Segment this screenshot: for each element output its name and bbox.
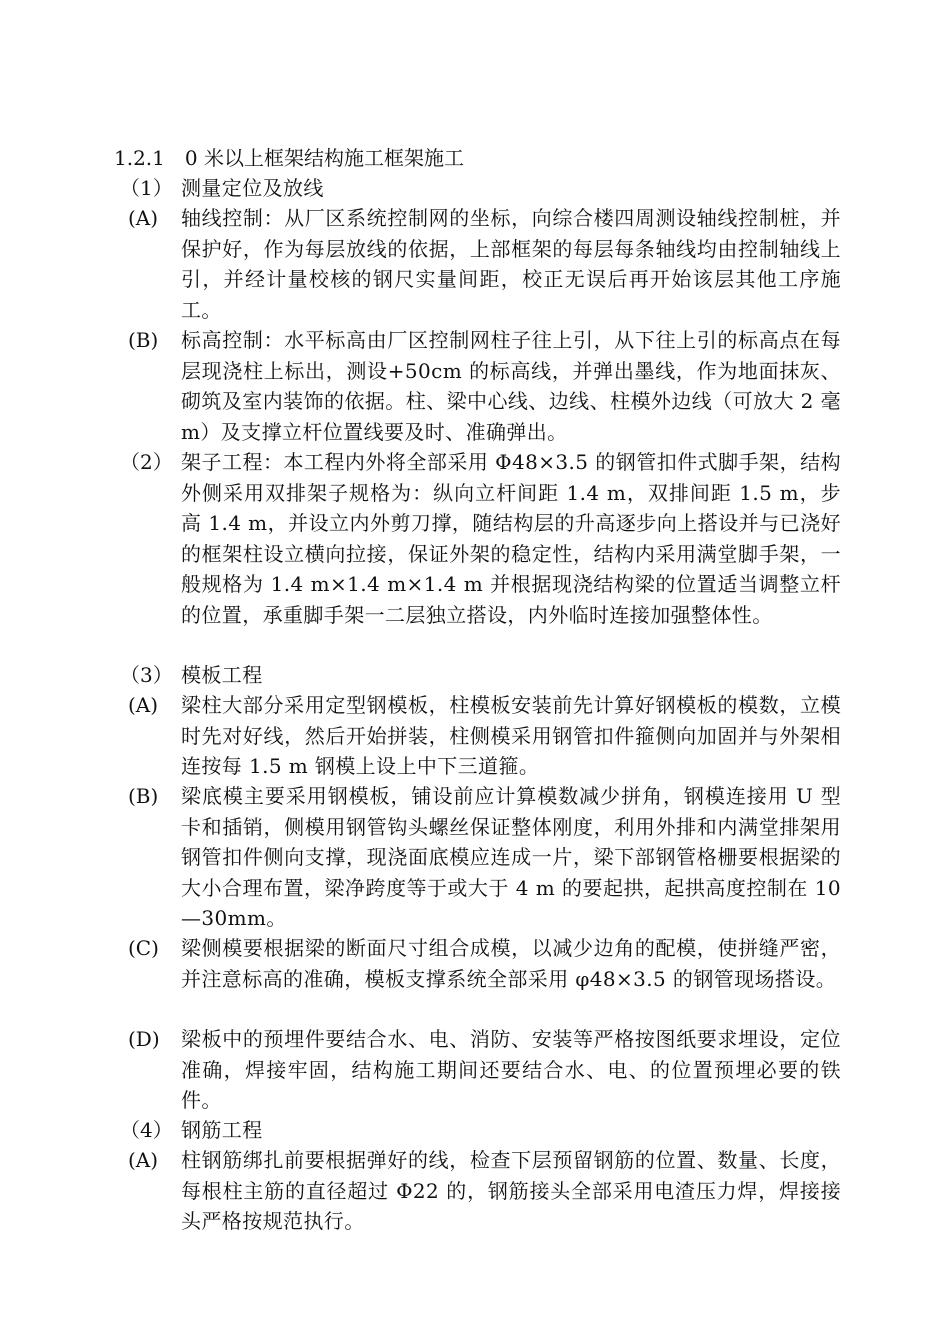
item-label: (A) xyxy=(128,1148,159,1172)
item-text: 梁板中的预埋件要结合水、电、消防、安装等严格按图纸要求埋设，定位准确，焊接牢固，结构施工期间还要结合水、电、的位置预埋必要的铁件。 xyxy=(181,1027,841,1112)
item-text: 梁底模主要采用钢模板，铺设前应计算模数减少拼角，钢模连接用 U 型卡和插销，侧模用钢管钩头螺丝保证整体刚度，利用外排和内满堂排架用钢管扣件侧向支撑，现浇面底模应连成一片，梁下部钢管格栅要根据梁的大小合理布置，梁净跨度等于或大于 4 m 的要起拱，起拱高度控制在 10—30mm。 xyxy=(181,784,841,930)
item-label: (A) xyxy=(128,206,159,230)
item-text: 架子工程：本工程内外将全部采用 Φ48×3.5 的钢管扣件式脚手架，结构外侧采用双排架子规格为：纵向立杆间距 1.4 m，双排间距 1.5 m，步高 1.4 m，并设立内外剪刀撑，随结构层的升高逐步向上搭设并与已浇好的框架柱设立横向拉接，保证外架的稳定性，结构内采用满堂脚手架，一般规格为 1.4 m×1.4 m×1.4 m 并根据现浇结构梁的位置适当调整立杆的位置，承重脚手架一二层独立搭设，内外临时连接加强整体性。 xyxy=(181,450,841,627)
item-text: 钢筋工程 xyxy=(181,1118,263,1142)
item-text: 柱钢筋绑扎前要根据弹好的线，检查下层预留钢筋的位置、数量、长度，每根柱主筋的直径超过 Φ22 的，钢筋接头全部采用电渣压力焊，焊接接头严格按规范执行。 xyxy=(181,1148,841,1233)
item-text: 轴线控制：从厂区系统控制网的坐标，向综合楼四周测设轴线控制桩，并保护好，作为每层放线的依据，上部框架的每层每条轴线均由控制轴线上引，并经计量校核的钢尺实量间距，校正无误后再开始该层其他工序施工。 xyxy=(181,206,841,322)
item-text: 梁侧模要根据梁的断面尺寸组合成模，以减少边角的配模，使拼缝严密，并注意标高的准确，模板支撑系统全部采用 φ48×3.5 的钢管现场搭设。 xyxy=(181,936,841,991)
item-label: （4） xyxy=(120,1118,173,1142)
item-label: (D) xyxy=(128,1027,160,1051)
item-label: （3） xyxy=(120,663,173,687)
item-label: (C) xyxy=(128,936,159,960)
item-label: （1） xyxy=(120,176,173,200)
item-label: （2） xyxy=(120,450,173,474)
item-text: 梁柱大部分采用定型钢模板，柱模板安装前先计算好钢模板的模数，立模时先对好线，然后开始拼装，柱侧模采用钢管扣件箍侧向加固并与外架相连按每 1.5 m 钢模上设上中下三道箍。 xyxy=(181,693,841,778)
item-text: 模板工程 xyxy=(181,663,263,687)
section-heading: 1.2.1 0 米以上框架结构施工框架施工 xyxy=(114,146,464,170)
item-text: 标高控制：水平标高由厂区控制网柱子往上引，从下往上引的标高点在每层现浇柱上标出，测设+50cm 的标高线，并弹出墨线，作为地面抹灰、砌筑及室内装饰的依据。柱、梁中心线、边线、柱模外边线（可放大 2 毫 m）及支撑立杆位置线要及时、准确弹出。 xyxy=(181,328,841,444)
item-label: (B) xyxy=(128,784,159,808)
item-label: (B) xyxy=(128,328,159,352)
item-label: (A) xyxy=(128,693,159,717)
item-text: 测量定位及放线 xyxy=(181,176,324,200)
